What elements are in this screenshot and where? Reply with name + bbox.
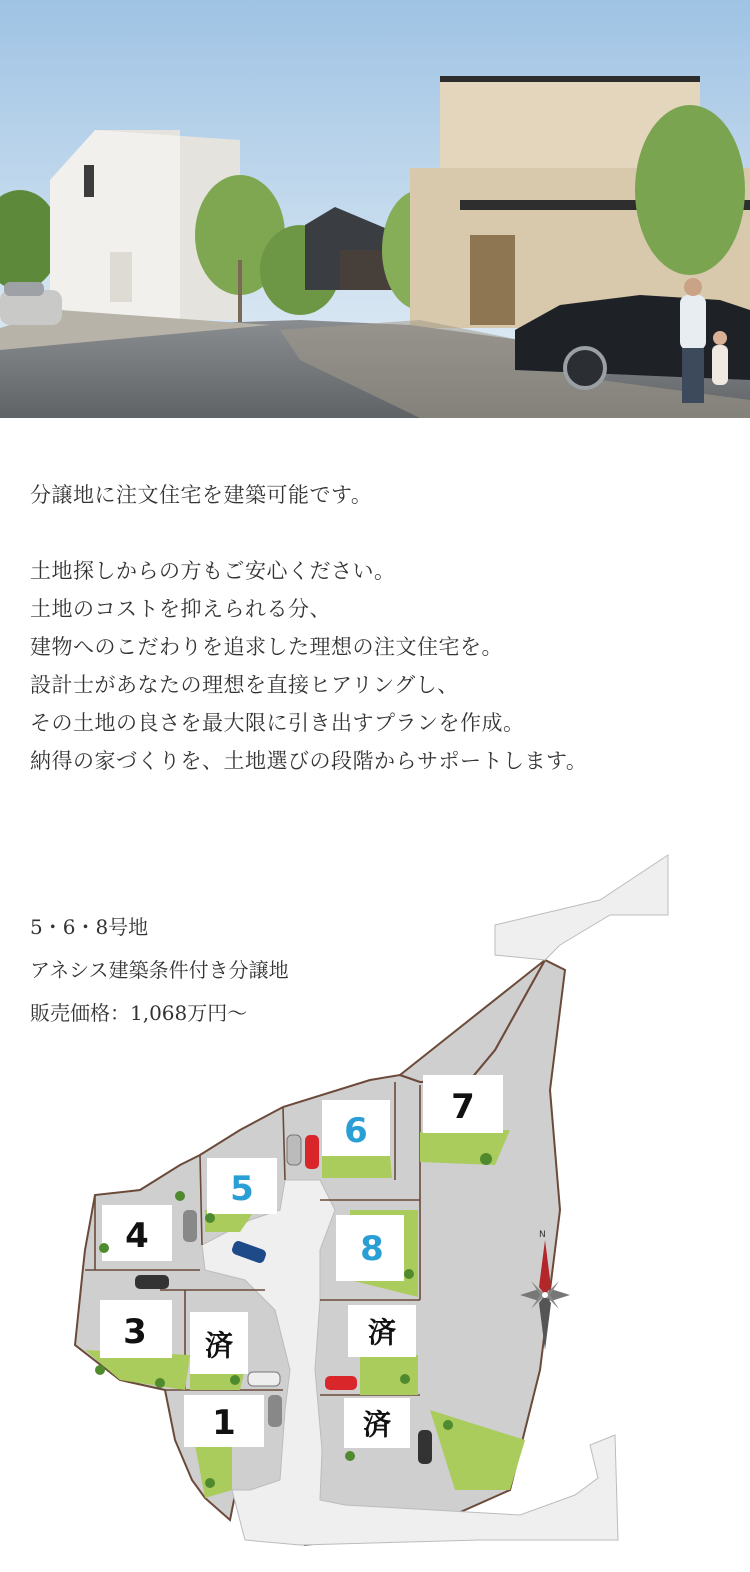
car-icon	[268, 1395, 282, 1427]
shrub-icon	[480, 1153, 492, 1165]
intro-line: 土地のコストを抑えられる分、	[30, 597, 331, 621]
intro-line: 設計士があなたの理想を直接ヒアリングし、	[30, 673, 459, 697]
lot-7[interactable]	[423, 1075, 503, 1133]
lot-label: 5	[230, 1169, 254, 1209]
intro-text	[30, 476, 730, 780]
car-icon	[183, 1210, 197, 1242]
sale-type: アネシス建築条件付き分譲地	[30, 958, 289, 982]
lot-5[interactable]	[207, 1158, 277, 1214]
lot-1[interactable]	[184, 1395, 264, 1447]
lot-label: 6	[344, 1111, 368, 1151]
lawn	[322, 1155, 392, 1178]
lot-sold-c[interactable]	[344, 1398, 410, 1448]
shrub-icon	[443, 1420, 453, 1430]
lot-label: 8	[360, 1229, 384, 1269]
shrub-icon	[175, 1191, 185, 1201]
shrub-icon	[404, 1269, 414, 1279]
car-icon	[418, 1430, 432, 1464]
shrub-icon	[205, 1213, 215, 1223]
lawn	[420, 1130, 510, 1165]
sale-info	[30, 906, 289, 1035]
lot-label: 4	[125, 1216, 149, 1256]
lot-label: 済	[367, 1316, 397, 1349]
shrub-icon	[205, 1478, 215, 1488]
car-icon	[287, 1135, 301, 1165]
intro-line: 分譲地に注文住宅を建築可能です。	[30, 483, 373, 507]
intro-line: 納得の家づくりを、土地選びの段階からサポートします。	[30, 749, 588, 773]
shrub-icon	[400, 1374, 410, 1384]
lot-4[interactable]	[102, 1205, 172, 1261]
compass-label: N	[539, 1230, 546, 1240]
sale-price: 販売価格：1,068万円～	[30, 1001, 248, 1025]
lot-label: 済	[362, 1408, 392, 1441]
lawn	[360, 1355, 418, 1395]
road-north	[495, 855, 668, 960]
hero-image	[0, 0, 750, 418]
lot-sold-b[interactable]	[348, 1305, 416, 1357]
lot-sold-a[interactable]	[190, 1312, 248, 1374]
car-icon	[325, 1376, 357, 1390]
car-icon	[248, 1372, 280, 1386]
lot-label: 7	[451, 1087, 475, 1127]
lot-8[interactable]	[336, 1215, 404, 1281]
lot-3[interactable]	[100, 1300, 172, 1358]
lot-label: 1	[212, 1403, 236, 1443]
car-icon	[305, 1135, 319, 1169]
shrub-icon	[99, 1243, 109, 1253]
shrub-icon	[345, 1451, 355, 1461]
shrub-icon	[95, 1365, 105, 1375]
lot-label: 済	[204, 1329, 234, 1362]
intro-line: 土地探しからの方もご安心ください。	[30, 559, 396, 583]
car-icon	[135, 1275, 169, 1289]
intro-line: 建物へのこだわりを追求した理想の注文住宅を。	[30, 635, 503, 659]
intro-line: その土地の良さを最大限に引き出すプランを作成。	[30, 711, 525, 735]
lot-label: 3	[123, 1312, 147, 1352]
sale-lots: 5・6・8号地	[30, 915, 149, 939]
shrub-icon	[155, 1378, 165, 1388]
lot-6[interactable]	[322, 1100, 390, 1156]
shrub-icon	[230, 1375, 240, 1385]
